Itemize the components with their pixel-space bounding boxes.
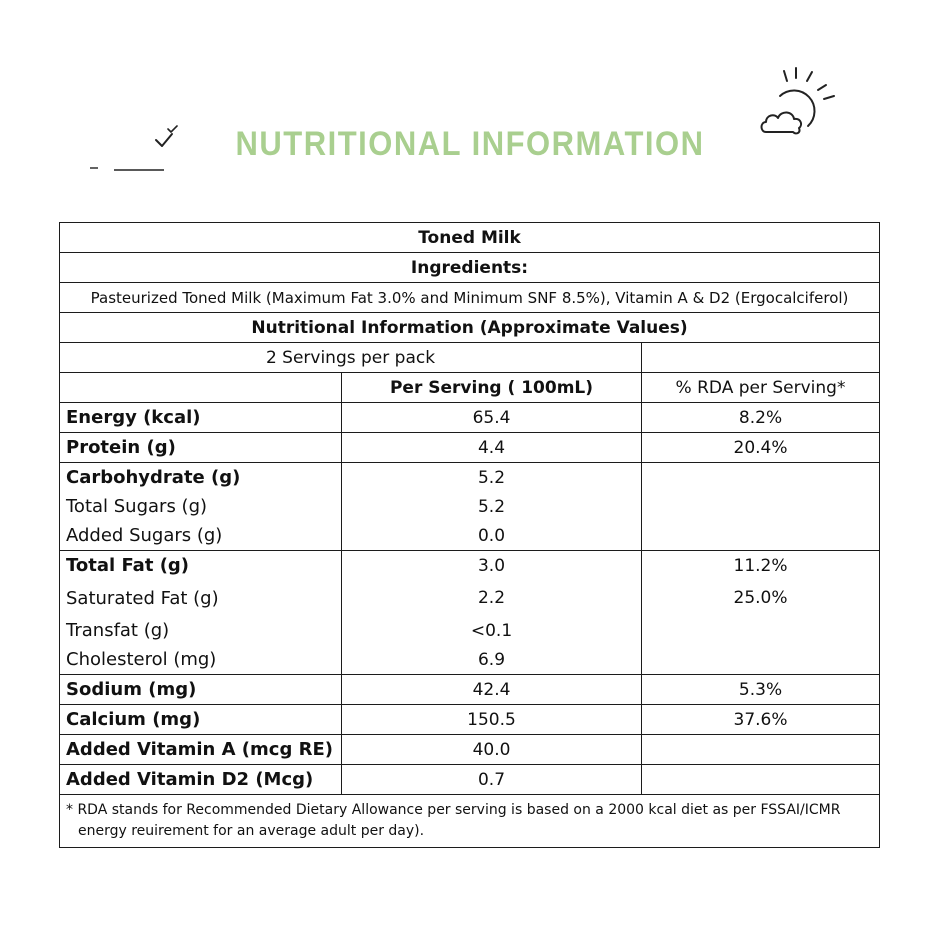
empty-cell (642, 343, 880, 373)
nutrient-rda (642, 735, 880, 765)
nutrient-value: 6.9 (342, 645, 642, 675)
nutrient-label: Saturated Fat (g) (60, 580, 342, 616)
nutrient-value: <0.1 (342, 616, 642, 645)
table-row (60, 580, 880, 616)
table-row (60, 403, 880, 433)
column-header-rda: % RDA per Serving* (642, 373, 880, 403)
product-name: Toned Milk (60, 223, 880, 253)
nutrient-label: Total Fat (g) (60, 551, 342, 581)
nutrient-rda: 20.4% (642, 433, 880, 463)
column-header-per-serving: Per Serving ( 100mL) (342, 373, 642, 403)
nutrient-rda: 11.2% (642, 551, 880, 581)
nutrient-value: 150.5 (342, 705, 642, 735)
nutrient-value: 0.7 (342, 765, 642, 795)
nutrient-rda (642, 463, 880, 493)
table-row (60, 675, 880, 705)
table-row (60, 645, 880, 675)
table-row (60, 551, 880, 581)
nutrient-value: 2.2 (342, 580, 642, 616)
nutrient-value: 5.2 (342, 463, 642, 493)
nutrient-label: Protein (g) (60, 433, 342, 463)
nutrient-rda (642, 645, 880, 675)
nutrient-label: Added Vitamin A (mcg RE) (60, 735, 342, 765)
nutrient-label: Calcium (mg) (60, 705, 342, 735)
nutrient-label: Cholesterol (mg) (60, 645, 342, 675)
nutrient-rda (642, 765, 880, 795)
column-header-nutrient (60, 373, 342, 403)
table-row (60, 433, 880, 463)
nutrient-rda: 5.3% (642, 675, 880, 705)
nutrient-value: 3.0 (342, 551, 642, 581)
table-row (60, 616, 880, 645)
nutrient-value: 42.4 (342, 675, 642, 705)
nutrient-rda: 25.0% (642, 580, 880, 616)
table-row (60, 705, 880, 735)
ingredients-text: Pasteurized Toned Milk (Maximum Fat 3.0% and Minimum SNF 8.5%), Vitamin A & D2 (Ergocalciferol) (60, 283, 880, 313)
table-row (60, 492, 880, 521)
nutrition-heading: Nutritional Information (Approximate Values) (60, 313, 880, 343)
nutrient-label: Carbohydrate (g) (60, 463, 342, 493)
footnote-line-2: energy reuirement for an average adult per day). (78, 823, 425, 839)
nutrient-value: 4.4 (342, 433, 642, 463)
footnote-line-1: * RDA stands for Recommended Dietary Allowance per serving is based on a 2000 kcal diet as per FSSAI/ICMR (66, 802, 841, 818)
nutrient-value: 40.0 (342, 735, 642, 765)
nutrient-value: 0.0 (342, 521, 642, 551)
table-row (60, 463, 880, 493)
table-row (60, 765, 880, 795)
table-row (60, 521, 880, 551)
nutrient-rda: 37.6% (642, 705, 880, 735)
nutrient-label: Total Sugars (g) (60, 492, 342, 521)
nutrient-value: 65.4 (342, 403, 642, 433)
nutrition-table (59, 222, 879, 848)
nutrient-value: 5.2 (342, 492, 642, 521)
nutrient-label: Sodium (mg) (60, 675, 342, 705)
nutrient-label: Transfat (g) (60, 616, 342, 645)
footnote (60, 795, 880, 848)
nutrient-label: Energy (kcal) (60, 403, 342, 433)
nutrient-rda (642, 492, 880, 521)
nutrient-label: Added Vitamin D2 (Mcg) (60, 765, 342, 795)
nutrient-label: Added Sugars (g) (60, 521, 342, 551)
nutrient-rda (642, 616, 880, 645)
servings-per-pack: 2 Servings per pack (60, 343, 642, 373)
nutrient-rda: 8.2% (642, 403, 880, 433)
nutrient-rda (642, 521, 880, 551)
ingredients-heading: Ingredients: (60, 253, 880, 283)
table-row (60, 735, 880, 765)
page-title: NUTRITIONAL INFORMATION (235, 123, 705, 164)
